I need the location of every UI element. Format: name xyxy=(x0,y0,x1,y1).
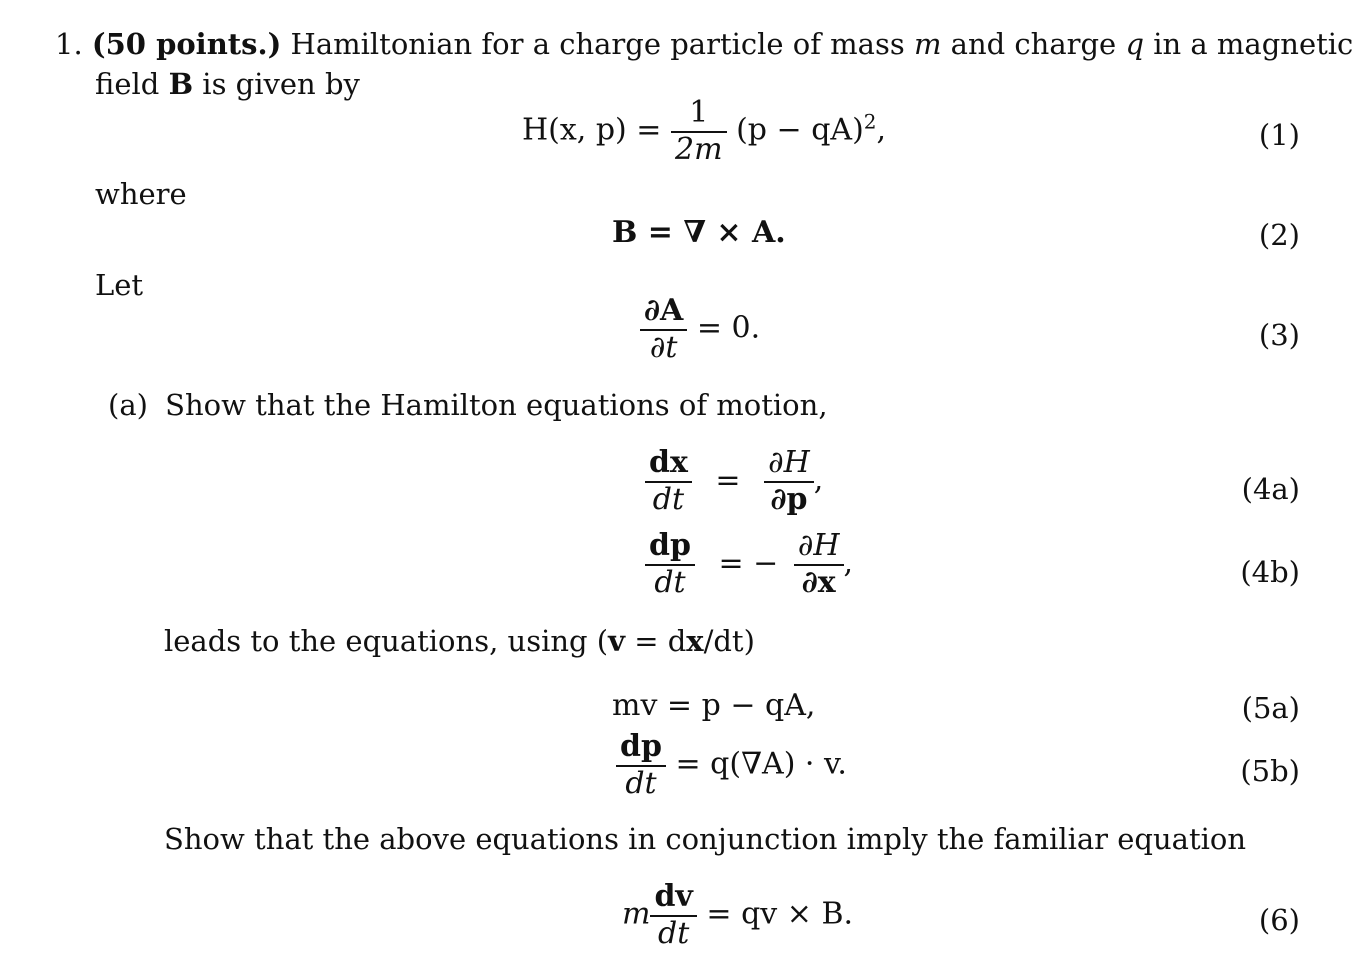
equation-3 xyxy=(640,294,760,365)
eq5b-tag: (5b) xyxy=(1240,754,1300,788)
eq1-tag: (1) xyxy=(1258,118,1300,152)
eq1-tail: , xyxy=(876,112,887,148)
eq3-rhs: = 0. xyxy=(696,310,761,346)
eq3-denominator: ∂t xyxy=(649,329,678,365)
leads-c: /dt) xyxy=(703,624,755,658)
problem-points: (50 points.) xyxy=(91,27,282,61)
line2-b: is given by xyxy=(193,67,360,101)
eq4a-right-fraction xyxy=(764,446,814,517)
eq4b-right-numerator: ∂H xyxy=(794,529,844,566)
equation-5a: mv = p − qA, xyxy=(612,688,816,723)
show-line: Show that the above equations in conjunction imply the familiar equation xyxy=(164,822,1247,856)
eq5b-denominator: dt xyxy=(625,765,657,801)
intro-b: and charge xyxy=(941,27,1126,61)
eq4b-left-fraction xyxy=(645,529,695,600)
leads-b: = d xyxy=(624,624,687,658)
eq4b-left-denominator: dt xyxy=(654,564,686,600)
eq4b-right-denominator: ∂x xyxy=(801,564,836,600)
let-label: Let xyxy=(95,268,144,302)
eq4a-tail: , xyxy=(813,462,824,498)
eq4b-right-fraction xyxy=(794,529,844,600)
eq6-mass: m xyxy=(622,896,651,932)
intro-c: in a magnetic xyxy=(1144,27,1354,61)
eq4a-left-denominator: dt xyxy=(652,481,685,517)
problem-line-2 xyxy=(95,67,360,101)
equation-1 xyxy=(522,96,886,167)
mass-symbol: m xyxy=(913,27,942,61)
charge-symbol: q xyxy=(1125,27,1145,61)
part-a-line xyxy=(108,388,828,422)
field-symbol: B xyxy=(168,67,194,101)
where-label: where xyxy=(95,177,187,211)
eq4a-tag: (4a) xyxy=(1241,472,1300,506)
eq6-numerator: dv xyxy=(650,880,696,917)
equation-4a xyxy=(645,446,823,517)
equation-5b xyxy=(616,730,847,801)
leads-v: v xyxy=(608,624,625,658)
eq4b-tail: , xyxy=(843,545,854,581)
eq3-tag: (3) xyxy=(1258,318,1300,352)
problem-number: 1. xyxy=(55,27,83,61)
eq6-fraction xyxy=(650,880,696,951)
eq4b-left-numerator: dp xyxy=(645,529,695,566)
eq4b-equals-minus: = − xyxy=(718,545,779,581)
eq1-fraction xyxy=(671,96,727,167)
part-a-text: Show that the Hamilton equations of motion, xyxy=(165,388,828,422)
eq3-fraction xyxy=(640,294,687,365)
eq1-exponent: 2 xyxy=(863,109,877,134)
eq5a-tag: (5a) xyxy=(1241,691,1300,725)
eq4b-tag: (4b) xyxy=(1240,555,1300,589)
eq3-numerator: ∂A xyxy=(640,294,687,331)
eq2-tag: (2) xyxy=(1258,218,1300,252)
eq1-lhs: H(x, p) = xyxy=(522,112,662,148)
eq5b-numerator: dp xyxy=(616,730,666,767)
equation-6 xyxy=(622,880,853,951)
eq4a-left-numerator: dx xyxy=(645,446,692,483)
eq4a-equals: = xyxy=(715,462,741,498)
equation-4b xyxy=(645,529,853,600)
eq5b-rhs: = q(∇A) · v. xyxy=(675,746,847,782)
leads-x: x xyxy=(686,624,704,658)
eq6-rhs: = qv × B. xyxy=(706,896,854,932)
eq6-denominator: dt xyxy=(658,915,690,951)
part-a-label: (a) xyxy=(108,388,148,422)
eq4a-right-denominator: ∂p xyxy=(770,481,808,517)
intro-a: Hamiltonian for a charge particle of mass xyxy=(281,27,914,61)
eq4a-left-fraction xyxy=(645,446,692,517)
line2-a: field xyxy=(95,67,169,101)
leads-a: leads to the equations, using ( xyxy=(164,624,609,658)
eq1-denominator: 2m xyxy=(675,131,723,167)
leads-line xyxy=(164,624,755,658)
eq5b-fraction xyxy=(616,730,666,801)
problem-line-1 xyxy=(55,27,1354,61)
equation-2: B = ∇ × A. xyxy=(612,215,786,250)
eq6-tag: (6) xyxy=(1258,903,1300,937)
eq1-numerator: 1 xyxy=(671,96,727,133)
eq4a-right-numerator: ∂H xyxy=(764,446,814,483)
eq1-rhs: (p − qA) xyxy=(736,112,864,148)
